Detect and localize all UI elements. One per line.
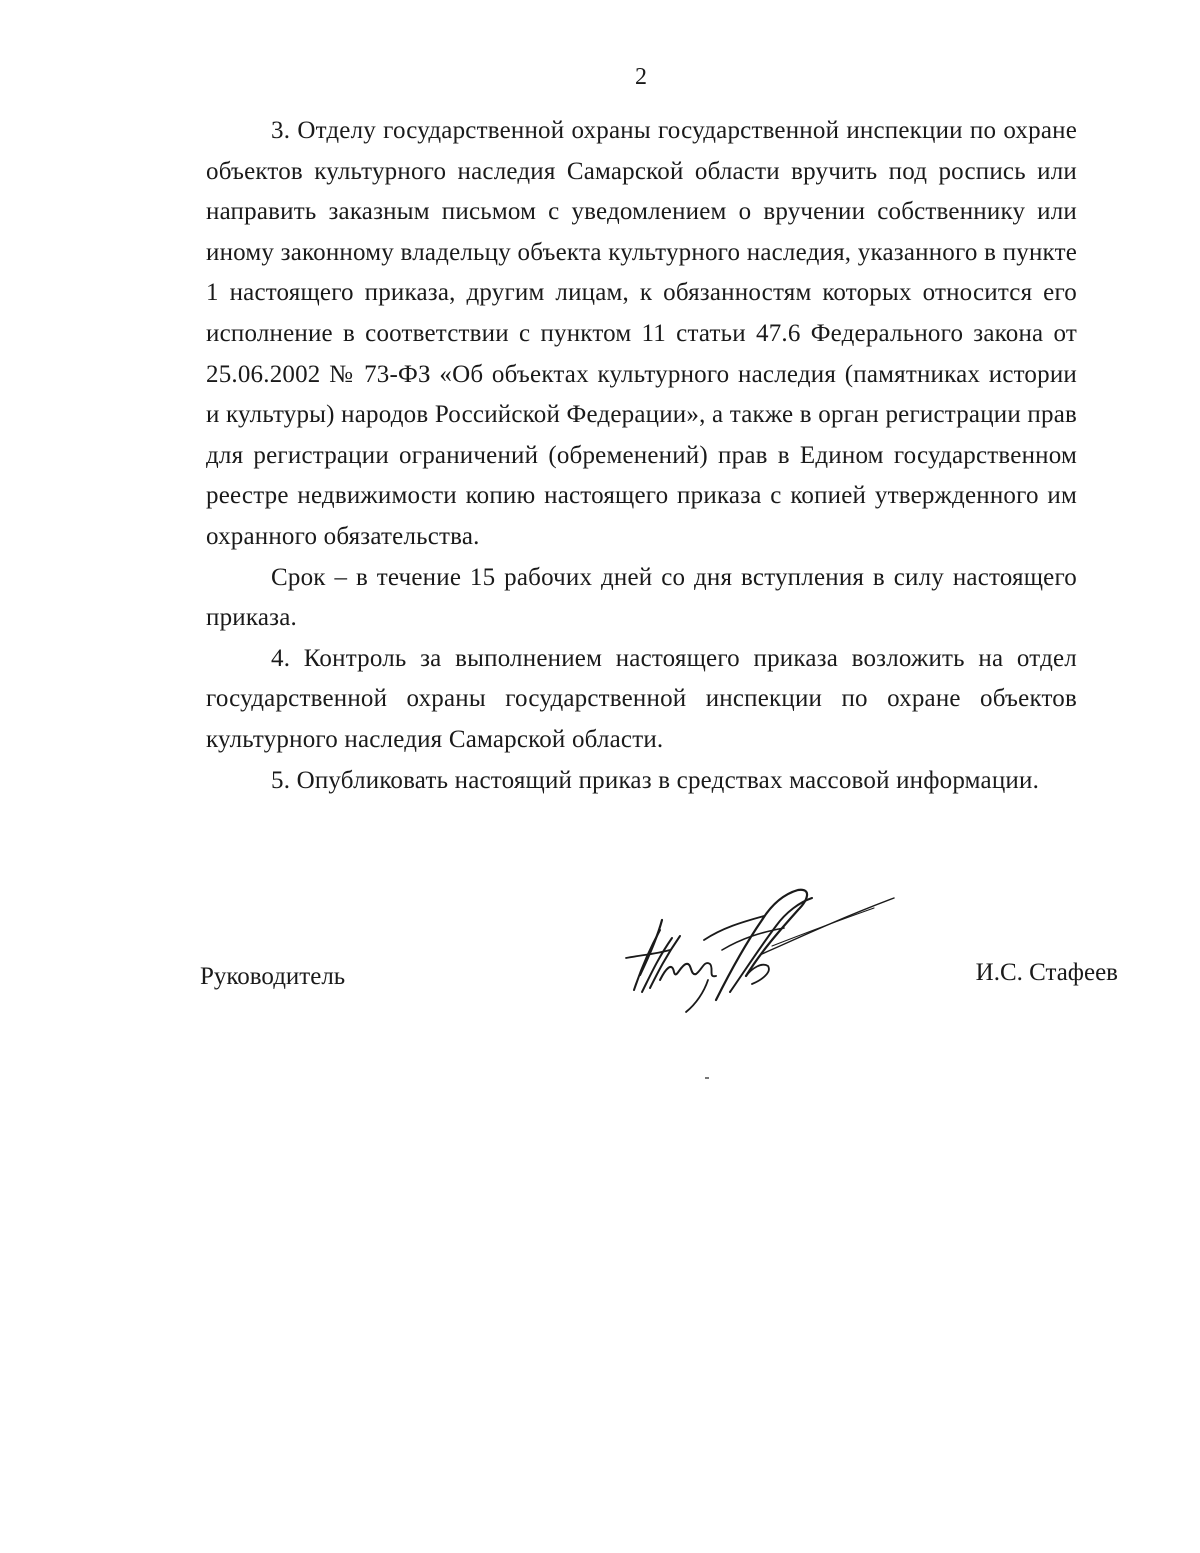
document-body bbox=[206, 111, 1077, 801]
paragraph-5: 5. Опубликовать настоящий приказ в средствах массовой информации. bbox=[271, 766, 1040, 794]
page-number: 2 bbox=[635, 64, 647, 90]
signatory-name: И.С. Стафеев bbox=[975, 959, 1118, 986]
paragraph-deadline: Срок – в течение 15 рабочих дней со дня вступления в силу настоящего приказа. bbox=[206, 563, 1077, 632]
signature-block bbox=[0, 955, 1200, 1005]
signatory-title: Руководитель bbox=[200, 963, 346, 990]
scan-speck bbox=[705, 1077, 709, 1079]
paragraph-3: 3. Отделу государственной охраны государственной инспекции по охране объектов культурного наследия Самарской области вручить под роспись или направить заказным письмом с уведомлением о вручении собственнику или иному законному владельцу объекта культурного наследия, указанного в пункте 1 настоящего приказа, другим лицам, к обязанностям которых относится его исполнение в соответствии с пунктом 11 статьи 47.6 Федерального закона от 25.06.2002 № 73-ФЗ «Об объектах культурного наследия (памятниках истории и культуры) народов Российской Федерации», а также в орган регистрации прав для регистрации ограничений (обременений) прав в Едином государственном реестре недвижимости копию настоящего приказа с копией утвержденного им охранного обязательства. bbox=[206, 117, 1077, 550]
paragraph-4: 4. Контроль за выполнением настоящего приказа возложить на отдел государственной охраны государственной инспекции по охране объектов культурного наследия Самарской области. bbox=[206, 644, 1077, 753]
handwritten-signature bbox=[612, 880, 902, 1015]
